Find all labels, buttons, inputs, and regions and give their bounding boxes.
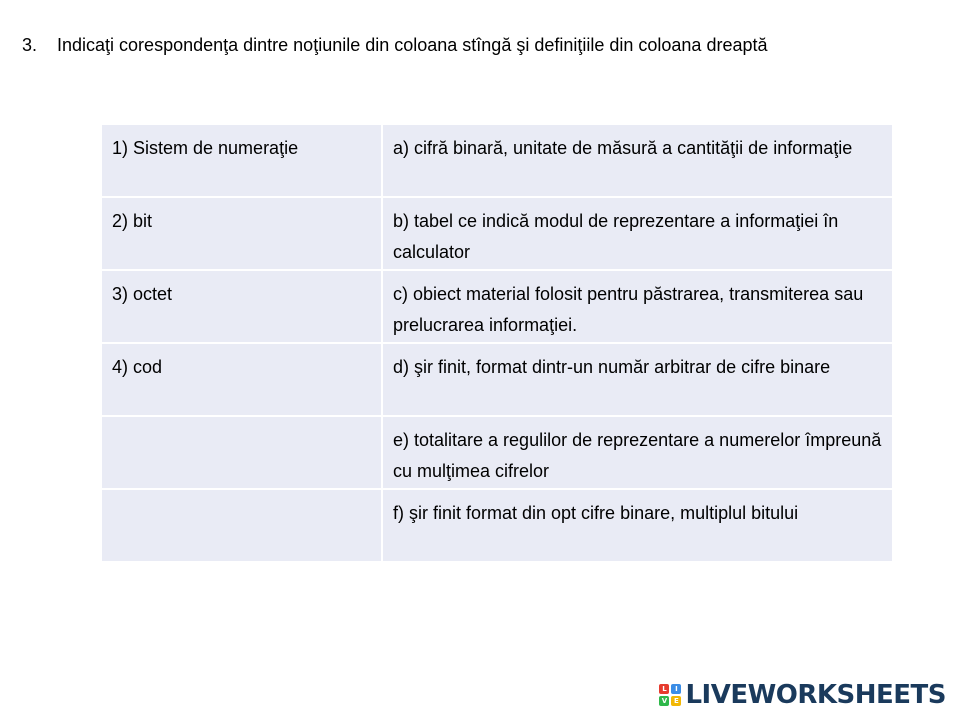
term-cell-3: 3) octet (101, 270, 382, 343)
term-cell-4: 4) cod (101, 343, 382, 416)
logo-icon-tile: V (659, 696, 669, 706)
table-row (101, 270, 893, 343)
logo-icon-tile: E (671, 696, 681, 706)
table-row (101, 416, 893, 489)
table-row (101, 124, 893, 197)
logo-icon-tile: I (671, 684, 681, 694)
definition-cell-c: c) obiect material folosit pentru păstrarea, transmiterea sau prelucrarea informaţiei. (382, 270, 893, 343)
table-row (101, 197, 893, 270)
definition-cell-f: f) şir finit format din opt cifre binare, multiplul bitului (382, 489, 893, 562)
logo-icon-tile: L (659, 684, 669, 694)
term-cell-empty (101, 489, 382, 562)
question-number: 3. (22, 35, 38, 55)
term-cell-2: 2) bit (101, 197, 382, 270)
definition-cell-b: b) tabel ce indică modul de reprezentare a informaţiei în calculator (382, 197, 893, 270)
liveworksheets-logo-icon (659, 684, 681, 706)
question-heading (22, 35, 768, 56)
liveworksheets-logo (659, 680, 946, 710)
matching-table (100, 123, 894, 563)
definition-cell-a: a) cifră binară, unitate de măsură a cantităţii de informaţie (382, 124, 893, 197)
definition-cell-d: d) şir finit, format dintr-un număr arbitrar de cifre binare (382, 343, 893, 416)
question-text: Indicaţi corespondenţa dintre noţiunile din coloana stîngă şi definiţiile din coloana dreaptă (57, 35, 768, 55)
term-cell-1: 1) Sistem de numeraţie (101, 124, 382, 197)
term-cell-empty (101, 416, 382, 489)
liveworksheets-logo-text: LIVEWORKSHEETS (685, 680, 946, 710)
definition-cell-e: e) totalitare a regulilor de reprezentare a numerelor împreună cu mulţimea cifrelor (382, 416, 893, 489)
table-row (101, 343, 893, 416)
table-row (101, 489, 893, 562)
